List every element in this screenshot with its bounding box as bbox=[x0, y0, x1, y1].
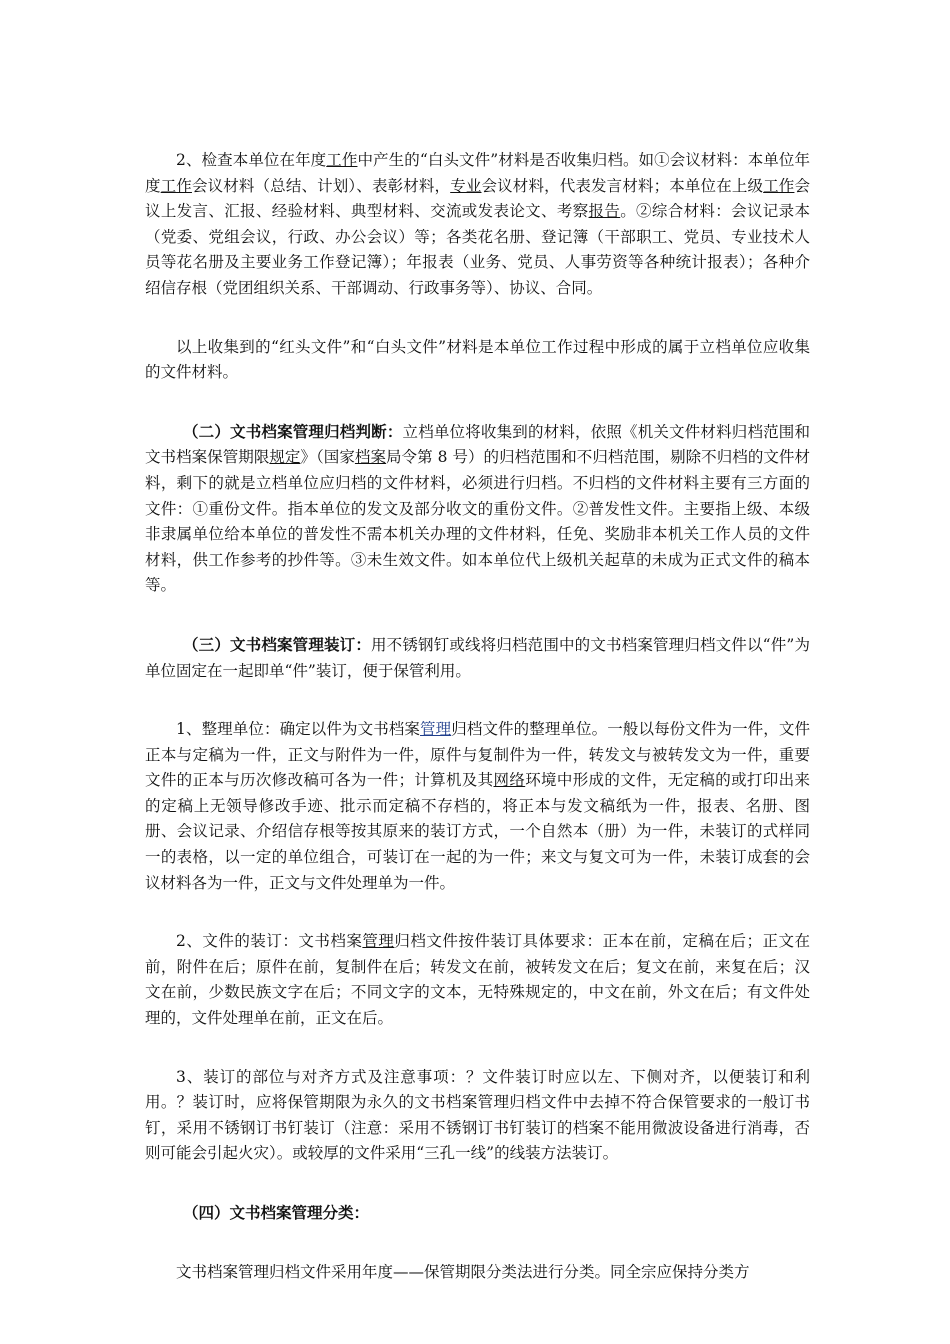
keyword-link[interactable]: 工作 bbox=[160, 176, 192, 195]
para-binding bbox=[145, 929, 810, 1031]
section-heading: （四）文书档案管理分类： bbox=[183, 1203, 370, 1222]
keyword-link[interactable]: 工作 bbox=[763, 176, 795, 195]
body-text: 立档单位将收集到的材料，依照《机关文件材料归档范围和文书档案保管期限 bbox=[145, 422, 810, 467]
keyword-link[interactable]: 管理 bbox=[362, 932, 395, 951]
para-classification bbox=[145, 1260, 810, 1286]
para-alignment bbox=[145, 1065, 810, 1167]
keyword-link[interactable]: 管理 bbox=[420, 720, 452, 739]
body-text: 文书档案管理归档文件采用年度——保管期限分类法进行分类。同全宗应保持分类方 bbox=[176, 1262, 750, 1281]
body-text: 归档文件按件装订具体要求：正本在前，定稿在后；正文在前，附件在后；原件在前，复制件在后；转发文在前，被转发文在后；复文在前，来复在后；汉文在前，少数民族文字在后；不同文字的文本，无特殊规定的，中文在前，外文在后；有文件处理的，文件处理单在前，正文在后。 bbox=[145, 932, 810, 1028]
keyword-link[interactable]: 档案 bbox=[354, 448, 386, 467]
keyword-link[interactable]: 报告 bbox=[588, 202, 621, 221]
keyword-link[interactable]: 工作 bbox=[326, 151, 358, 169]
body-text: 中产生的“白头文件”材料是否收集归档。如①会议材料：本单位年度 bbox=[145, 151, 810, 195]
body-text: 归档文件的整理单位。一般以每份文件为一件，文件正本与定稿为一件，正文与附件为一件，原件与复制件为一件，转发文与被转发文为一件，重要文件的正本与历次修改稿可各为一件；计算机及其 bbox=[145, 720, 810, 790]
section-heading: （三）文书档案管理装订： bbox=[183, 634, 371, 654]
body-text: 会议材料（总结、计划）、表彰材料， bbox=[191, 176, 451, 195]
body-text: 会议上发言、汇报、经验材料、典型材料、交流或发表论文、考察 bbox=[145, 176, 810, 221]
para-section-2 bbox=[145, 419, 810, 599]
body-text: 用不锈钢钉或线将归档范围中的文书档案管理归档文件以“件”为单位固定在一起即单“件”装订，便于保管利用。 bbox=[145, 635, 810, 680]
para-baitou-files bbox=[145, 148, 810, 302]
body-text: 》（国家 bbox=[300, 448, 355, 467]
para-unit bbox=[145, 717, 810, 896]
keyword-link[interactable]: 规定 bbox=[269, 448, 301, 467]
keyword-link[interactable]: 网络 bbox=[493, 771, 526, 790]
body-text: 以上收集到的“红头文件”和“白头文件”材料是本单位工作过程中形成的属于立档单位应收集的文件材料。 bbox=[145, 337, 810, 382]
body-text: 环境中形成的文件，无定稿的或打印出来的定稿上无领导修改手迹、批示而定稿不存档的，将正本与发文稿纸为一件，报表、名册、图册、会议记录、介绍信存根等按其原来的装订方式，一个自然本（册）为一件，未装订的式样同一的表格，以一定的单位组合，可装订在一起的为一件；来文与复文可为一件，未装订成套的会议材料各为一件，正文与文件处理单为一件。 bbox=[145, 771, 810, 892]
body-text: 局令第 8 号）的归档范围和不归档范围，剔除不归档的文件材料，剩下的就是立档单位应归档的文件材料，必须进行归档。不归档的文件材料主要有三方面的文件：①重份文件。指本单位的发文及部分收文的重份文件。②普发性文件。主要指上级、本级非隶属单位给本单位的普发性不需本机关办理的文件材料，任免、奖励非本机关工作人员的文件材料，供工作参考的抄件等。③未生效文件。如本单位代上级机关起草的未成为正式文件的稿本等。 bbox=[145, 448, 810, 595]
para-section-3 bbox=[145, 632, 810, 684]
para-summary bbox=[145, 335, 810, 386]
section-heading: （二）文书档案管理归档判断： bbox=[183, 421, 403, 441]
keyword-link[interactable]: 专业 bbox=[450, 176, 482, 195]
body-text: 3、装订的部位与对齐方式及注意事项：？文件装订时应以左、下侧对齐，以便装订和利用。？装订时，应将保管期限为永久的文书档案管理归档文件中去掉不符合保管要求的一般订书钉，采用不锈钢订书钉装订（注意：采用不锈钢订书钉装订的档案不能用微波设备进行消毒，否则可能会引起火灾）。或较厚的文件采用“三孔一线”的线装方法装订。 bbox=[145, 1067, 810, 1163]
body-text: 会议材料，代表发言材料；本单位在上级 bbox=[481, 176, 764, 195]
body-text: 。②综合材料：会议记录本（党委、党组会议，行政、办公会议）等；各类花名册、登记簿（干部职工、党员、专业技术人员等花名册及主要业务工作登记簿）；年报表（业务、党员、人事劳资等各种统计报表）；各种介绍信存根（党团组织关系、干部调动、行政事务等）、协议、合同。 bbox=[145, 202, 810, 297]
para-section-4 bbox=[145, 1200, 810, 1227]
body-text: 2、检查本单位在年度 bbox=[176, 151, 327, 169]
body-text: 2、文件的装订：文书档案 bbox=[176, 932, 363, 951]
body-text: 1、整理单位：确定以件为文书档案 bbox=[176, 720, 421, 739]
